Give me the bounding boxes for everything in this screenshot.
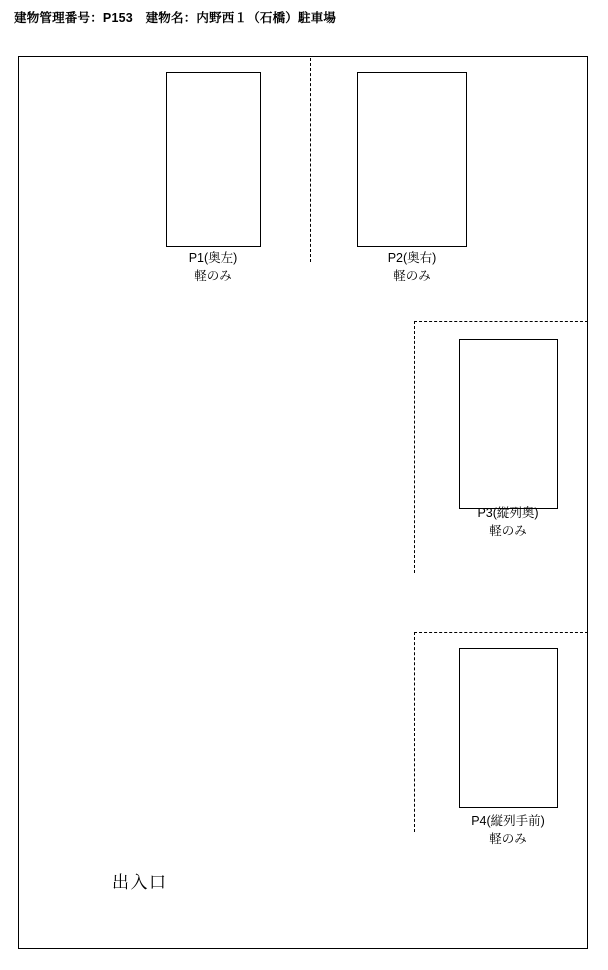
divider-line-top-center xyxy=(310,58,311,262)
parking-stall-p3 xyxy=(459,339,558,509)
parking-stall-p3-label xyxy=(428,504,588,540)
divider-line-p4-top xyxy=(414,632,588,633)
stall-note: 軽のみ xyxy=(489,832,527,847)
page-title: 建物管理番号：P153 建物名：内野西１（石橋）駐車場 xyxy=(14,11,337,25)
stall-name: P3(縦列奥) xyxy=(477,506,539,520)
parking-stall-p1-label xyxy=(133,249,293,285)
divider-line-p3-left xyxy=(414,321,415,573)
stall-name: P1(奥左) xyxy=(188,251,238,265)
stall-name: P2(奥右) xyxy=(387,251,437,265)
stall-note: 軽のみ xyxy=(489,524,527,539)
stall-name: P4(縦列手前) xyxy=(471,814,545,828)
stall-note: 軽のみ xyxy=(393,269,431,284)
parking-stall-p2-label xyxy=(332,249,492,285)
parking-stall-p4 xyxy=(459,648,558,808)
parking-stall-p4-label xyxy=(428,812,588,848)
stall-note: 軽のみ xyxy=(194,269,232,284)
parking-stall-p2 xyxy=(357,72,467,247)
divider-line-p3-top xyxy=(414,321,588,322)
entrance-exit-label: 出入口 xyxy=(112,873,168,892)
parking-stall-p1 xyxy=(166,72,261,247)
divider-line-p4-left xyxy=(414,632,415,832)
